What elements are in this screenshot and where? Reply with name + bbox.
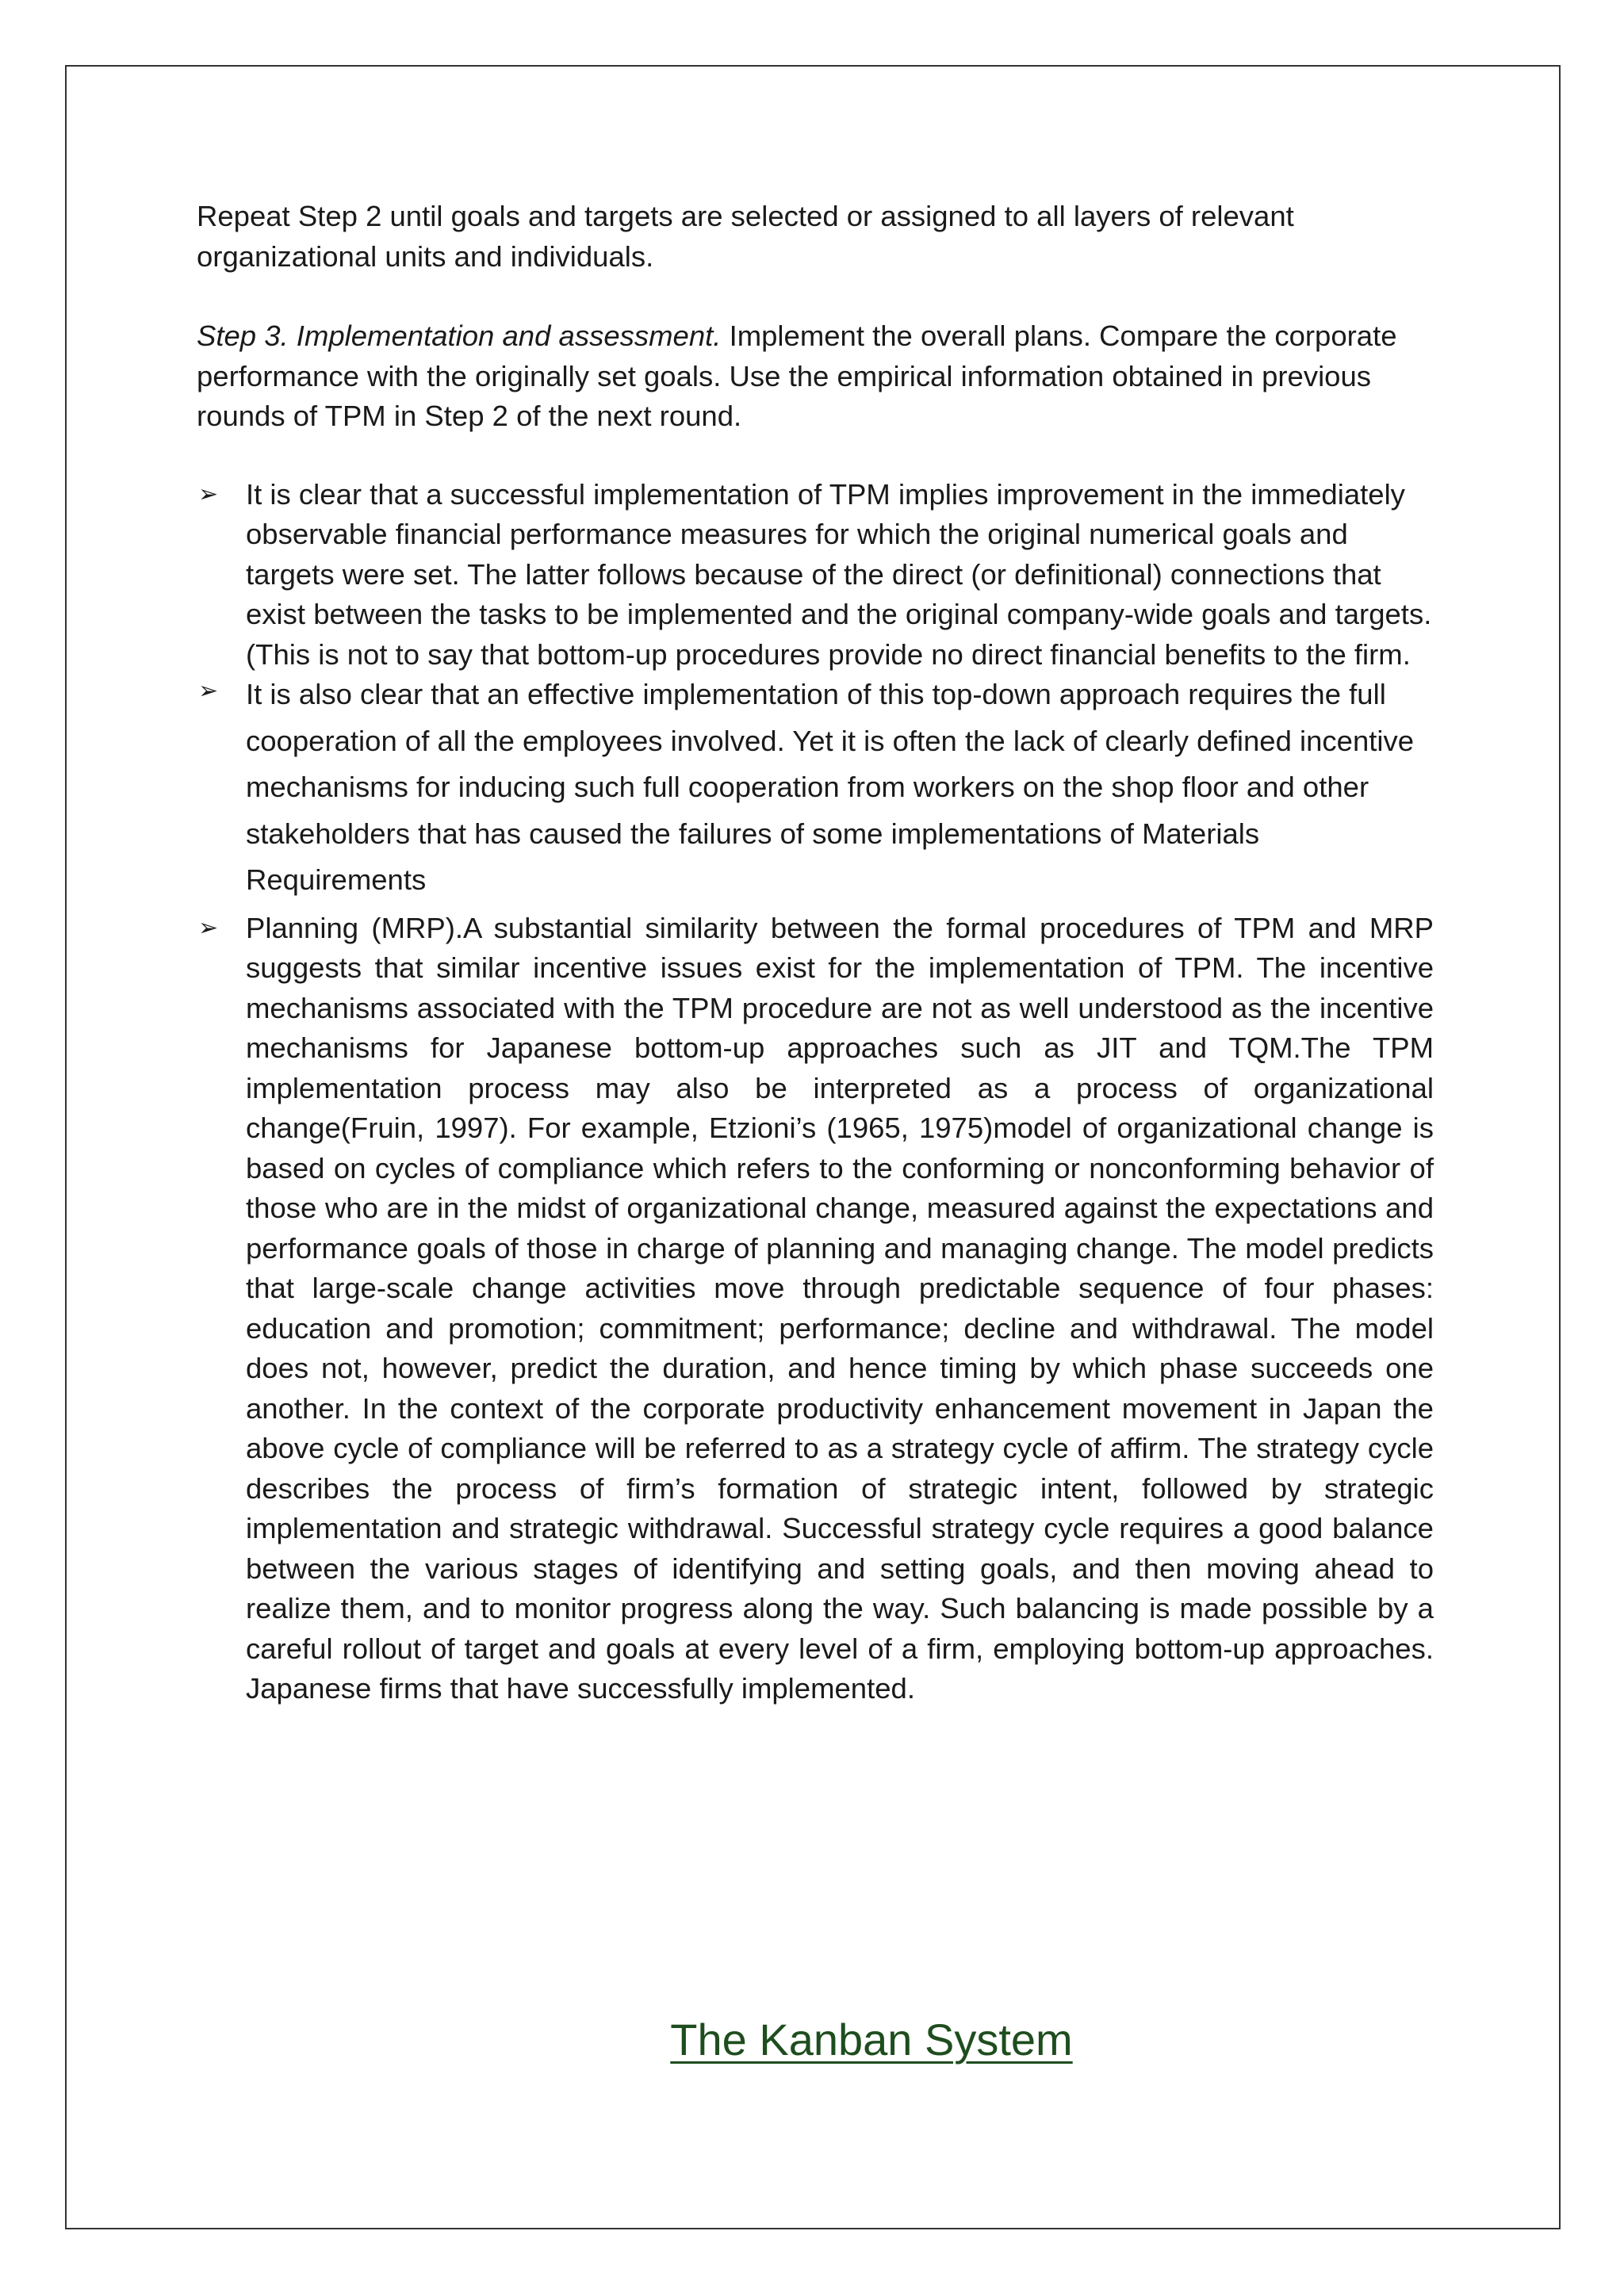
arrow-bullet-icon: ➢: [198, 913, 219, 942]
bullet-text: It is also clear that an effective implementation of this top-down approach requires the full cooperation of all the employees involved. Yet it is often the lack of clearly defined incentive mechanisms for inducing such full cooperation from workers on the shop floor and other stakeholders that has caused the failures of some implementations of Materials Requirements: [246, 678, 1415, 896]
section-heading: [0, 2014, 1624, 2065]
heading-text: The Kanban System: [670, 2015, 1073, 2064]
bullet-list: [197, 475, 1434, 1709]
paragraph-repeat-step: Repeat Step 2 until goals and targets are selected or assigned to all layers of relevant organizational units and individuals.: [197, 200, 1294, 273]
paragraph-step-3: [197, 316, 1434, 437]
list-item: [197, 909, 1434, 1709]
bullet-text: Planning (MRP).A substantial similarity between the formal procedures of TPM and MRP suggests that similar incentive issues exist for the implementation of TPM. The incentive mechanisms associated with the TPM procedure are not as well understood as the incentive mechanisms for Japanese bottom-up approaches such as JIT and TQM.The TPM implementation process may also be interpreted as a process of organizational change(Fruin, 1997). For example, Etzioni’s (1965, 1975)model of organizational change is based on cycles of compliance which refers to the conforming or nonconforming behavior of those who are in the midst of organizational change, measured against the expectations and performance goals of those in charge of planning and managing change. The model predicts that large-scale change activities move through predictable sequence of four phases: education and promotion; commitment; performance; decline and withdrawal. The model does not, however, predict the duration, and hence timing by which phase succeeds one another. In the context of the corporate productivity enhancement movement in Japan the above cycle of compliance will be referred to as a strategy cycle of affirm. The strategy cycle describes the process of firm’s formation of strategic intent, followed by strategic implementation and strategic withdrawal. Successful strategy cycle requires a good balance between the various stages of identifying and setting goals, and then moving ahead to realize them, and to monitor progress along the way. Such balancing is made possible by a careful rollout of target and goals at every level of a firm, employing bottom-up approaches. Japanese firms that have successfully implemented.: [246, 911, 1434, 1705]
page-content: [197, 197, 1434, 1709]
step-3-label: Step 3. Implementation and assessment.: [197, 320, 722, 352]
arrow-bullet-icon: ➢: [198, 677, 219, 705]
list-item: [197, 475, 1434, 675]
list-item: [197, 672, 1434, 904]
bullet-text: It is clear that a successful implementation of TPM implies improvement in the immediately observable financial performance measures for which the original numerical goals and targets were set. The latter follows because of the direct (or definitional) connections that exist between the tasks to be implemented and the original company-wide goals and targets. (This is not to say that bottom-up procedures provide no direct financial benefits to the firm.: [246, 477, 1432, 671]
arrow-bullet-icon: ➢: [198, 480, 219, 508]
step-3-text: Implement the overall plans. Compare the corporate performance with the originally set goals. Use the empirical information obtained in previous rounds of TPM in Step 2 of the next round.: [197, 320, 1397, 432]
